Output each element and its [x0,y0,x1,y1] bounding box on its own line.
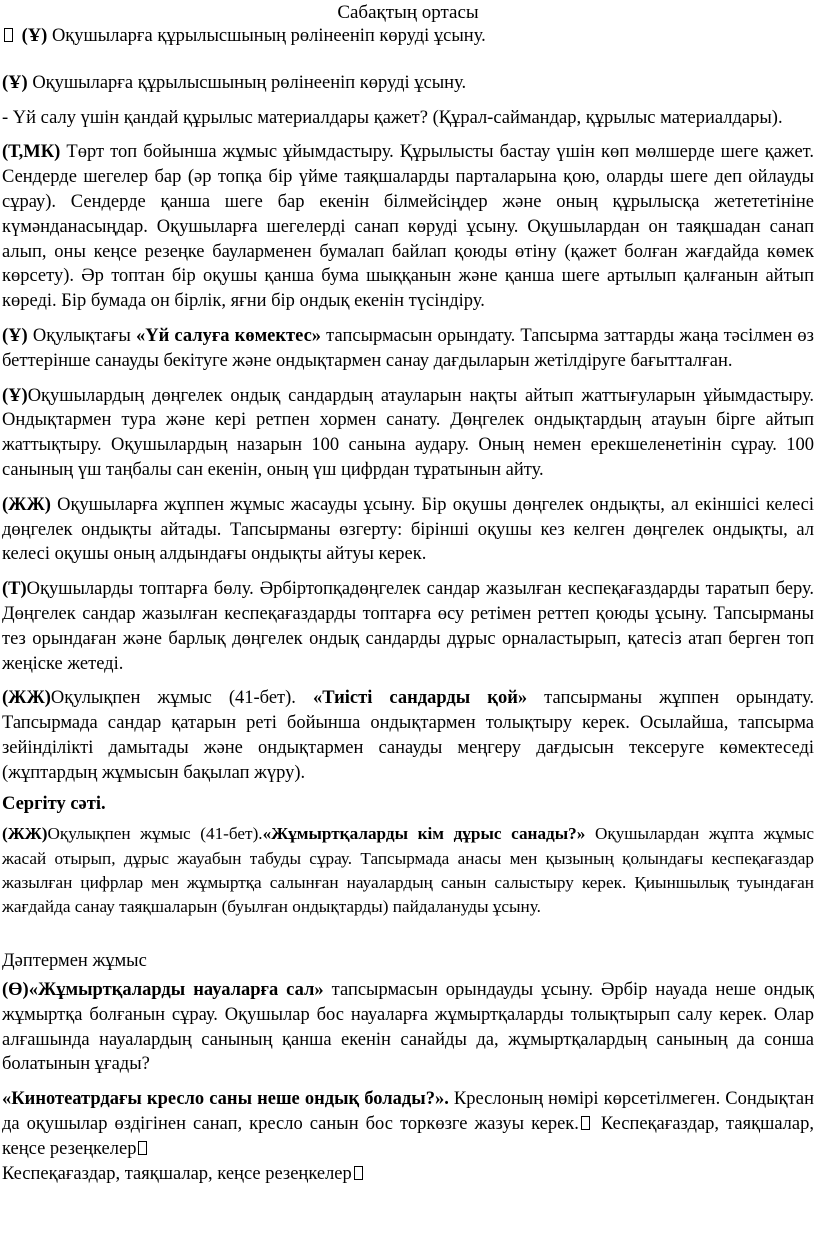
role-tag: (ЖЖ) [2,824,48,844]
paragraph-text: тапсырманы жұппен орындату. Тапсырмада сандар қатарын реті бойынша ондықтармен толықтыру керек. Осылайша, тапсырма зейінділікті дамытады және ондықтармен санауды меңгеру дағдысын тексеруге көмектеседі (жұптардың жұмысын бақылап жүру). [2,688,814,783]
paragraph-text: тапсырмасын орындату. Тапсырма заттарды жаңа тәсілмен өз беттерінше санауды бекітуге және ондықтармен санау дағдыларын жетілдіруге бағытталған. [2,325,814,371]
missing-glyph-icon [138,1141,147,1155]
paragraph-text: тапсырмасын орындауды ұсыну. Әрбір науада неше ондық жұмыртқа болғанын сұрау. Оқушылар бос науаларға жұмыртқаларды толықтырып салу керек. Олар алғашында науалардың санының қанша екенін санайды да, жұмыртқалардың санының да сонша болатынын ұғады? [2,979,814,1075]
missing-glyph-icon [4,28,13,42]
paragraph-team-cards [2,577,814,676]
paragraph-text: Оқушылардың дөңгелек ондық сандардың атауларын нақты айтып жаттығуларын ұйымдастыру. Ондықтармен тура және кері ретпен хормен санату. Дөңгелек ондықтардың атауын бірге айтып жаттықтыру. Оқушылардың назарын 100 санына аудару. Оның немен ерекшеленетінін сұрау. 100 санының үш таңбалы сан екенін, оның үш цифрдан тұратынын айту. [2,385,814,480]
role-tag: (ЖЖ) [2,688,51,709]
paragraph-text: Оқушыларға құрылысшының рөлінееніп көруді ұсыну. [47,26,486,46]
task-title: «Үй салуға көмектес» [135,325,322,346]
paragraph-text: Төрт топ бойынша жұмыс ұйымдастыру. Құрылысты бастау үшін көп мөлшерде шеге қажет. Сендерде шегелер бар (әр топқа бір үйме таяқшаларды парталарына қою, оларды шеге деп ойлауды сұрау). Сендерде қанша шеге бар екенін білмейсіңдер және оның құрылысқа жетететініне күмәнданасыңдар. Оқушыларға шегелерді санап көруді ұсыну. Оқушылардан он таяқшадан санап алып, оны кеңсе резеңке бауларменен бумалап байлап қоюды өтіну (қажет болған жағдайда көмек көрсету). Әр топтан бір оқушы қанша бума шыққанын және қанша шеге артылып қалғанын айтып көреді. Бір бумада он бірлік, яғни бір ондық екенін түсіндіру. [2,142,814,312]
break-heading [2,792,814,817]
paragraph-text: Оқулықпен жұмыс (41-бет). [50,688,313,709]
paragraph-intro [2,71,814,96]
task-title: «Жұмыртқаларды кім дұрыс санады?» [262,824,586,844]
role-tag: (Ұ) [2,385,28,406]
paragraph-egg-trays [2,978,814,1077]
role-tag: (ЖЖ) [2,494,51,515]
section-title: Сабақтың ортасы [337,2,479,23]
paragraph-text: Оқулықпен жұмыс (41-бет). [47,824,263,844]
missing-glyph-icon [354,1166,363,1180]
paragraph-pair-work [2,493,814,567]
role-tag: (Ұ) [21,26,48,46]
role-tag: (Ұ) [2,72,28,93]
task-title: «Тиісті сандарды қой» [313,688,528,709]
paragraph-text: Кеспеқағаздар, таяқшалар, кеңсе резеңкелер [2,1113,815,1159]
paragraph-question: - Үй салу үшін қандай құрылыс материалдары қажет? (Құрал-саймандар, құрылыс материалдары). [2,107,783,128]
paragraph-cinema-seats [2,1087,814,1161]
paragraph-round-tens [2,384,814,483]
paragraph-text: Оқушылардан жұпта жұмыс жасай отырып, дұрыс жауабын табуды сұрау. Тапсырмада анасы мен қызының қолындағы кеспеқағаздар жазылған цифрлар мен жұмыртқа салынған науалардың санын салыстыру керек. Қиыншылық туындаған жағдайда санау таяқшаларын (буылған ондықтарды) пайдалануды ұсыну. [2,824,814,916]
paragraph-group-work [2,140,814,314]
task-title: «Кинотеатрдағы кресло саны неше ондық болады?». [2,1089,449,1110]
paragraph-eggs-count [2,822,814,919]
missing-glyph-icon [581,1116,590,1130]
paragraph-text: Креслоның нөмірі көрсетілмеген. Сондықтан да оқушылар өздігінен санап, кресло санын бос торкөзге жазуы керек. [2,1089,814,1134]
paragraph-textbook-pairs [2,686,814,785]
paragraph-text: Оқулықтағы [27,325,136,346]
task-title: «Жұмыртқаларды науаларға сал» [28,979,324,1000]
paragraph-text: Оқушыларды топтарға бөлу. Әрбіртопқадөңгелек сандар жазылған кеспеқағаздарды таратып беру. Дөңгелек сандар жазылған кеспеқағаздарды топтарға өсу ретімен реттеп қоюды ұсыну. Тапсырманы тез орындаған және барлық дөңгелек ондық сандарды дұрыс орналастырып, қатесіз атап берген топ жеңіске жетеді. [2,579,814,674]
heading-text: Сергіту сәті. [2,793,106,814]
role-tag: (Т) [2,579,27,600]
paragraph-text: Оқушыларға жұппен жұмыс жасауды ұсыну. Бір оқушы дөңгелек ондықты, ал екіншісі келесі дөңгелек ондықты айтады. Тапсырманы өзгерту: бірінші оқушы кез келген дөңгелек ондықты, ал келесі оқушы оның алдындағы ондықты айтуы керек. [2,494,814,565]
role-tag: (Ө) [2,979,29,1000]
paragraph-materials [2,1162,814,1187]
role-tag: (Ұ) [2,325,28,346]
paragraph-intro-bullet [2,24,814,49]
paragraph-text: Оқушыларға құрылысшының рөлінееніп көруді ұсыну. [27,72,467,93]
paragraph-text: Кеспеқағаздар, таяқшалар, кеңсе резеңкелер [2,1163,352,1184]
paragraph-textbook-task [2,324,814,374]
role-tag: (Т,МК) [2,142,61,163]
workbook-heading: Дәптермен жұмыс [2,951,147,972]
